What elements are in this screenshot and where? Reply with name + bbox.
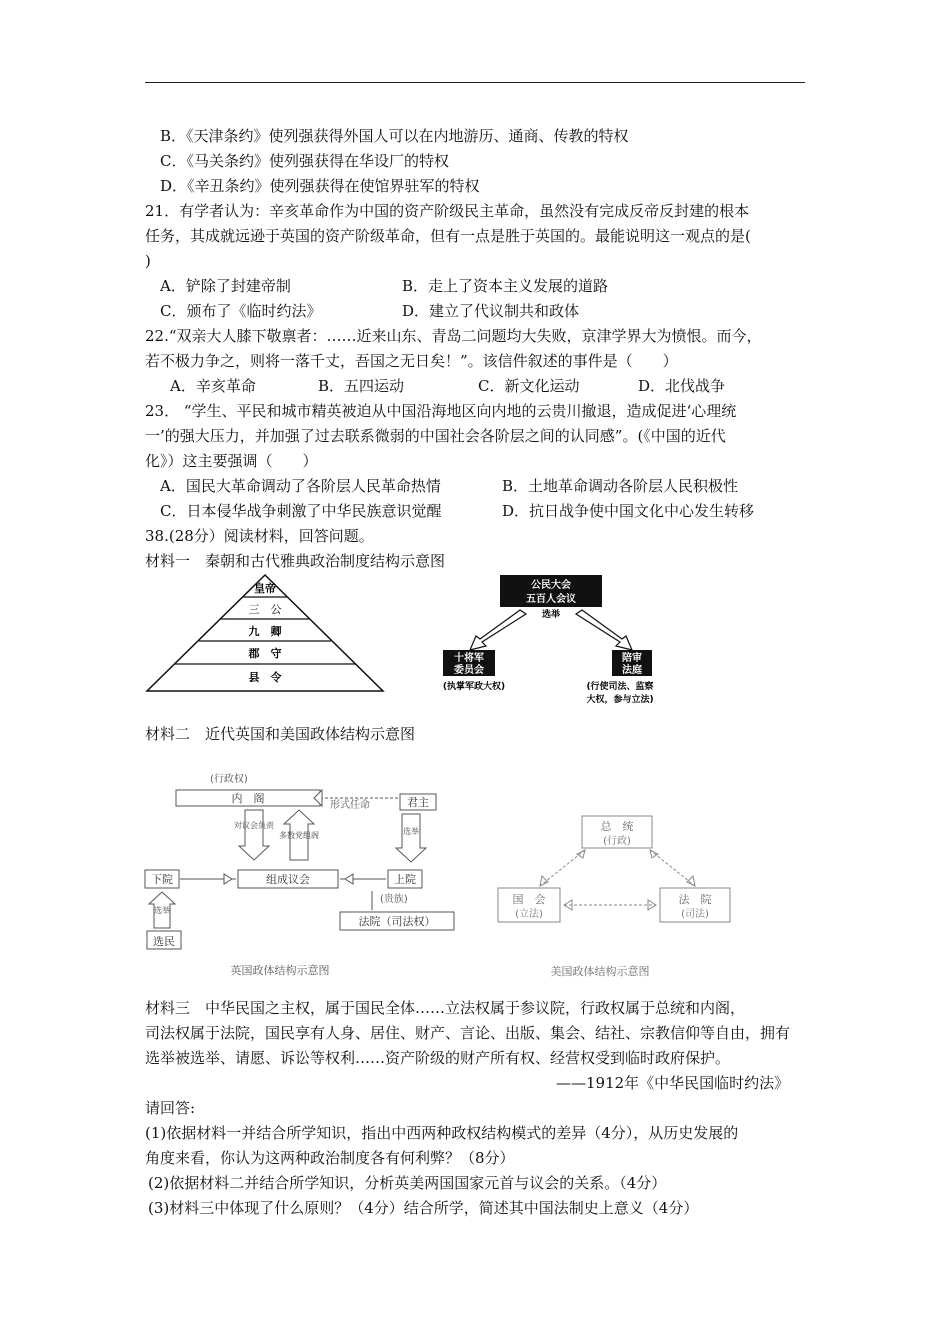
q21-stem-line2: 任务，其成就远逊于英国的资产阶级革命，但有一点是胜于英国的。最能说明这一观点的是( (145, 227, 751, 245)
pyramid-level-governors: 郡 守 (248, 647, 282, 660)
uk-majority-label: 多数党组阁 (279, 831, 319, 840)
uk-court: 法院（司法权） (358, 915, 436, 928)
uk-upper-house: 上院 (394, 873, 416, 886)
uk-formal-appointment: 形式任命 (330, 800, 370, 811)
us-caption: 美国政体结构示意图 (550, 965, 650, 978)
answer-prompt: 请回答: (145, 1099, 196, 1117)
us-government-diagram (490, 810, 750, 980)
q23-option-d: D．抗日战争使中国文化中心发生转移 (502, 502, 755, 520)
athens-elect-label: 选举 (541, 610, 561, 620)
qin-pyramid-diagram (145, 573, 385, 693)
uk-nobles: (贵族) (380, 894, 408, 905)
q21-option-c: C．颁布了《临时约法》 (160, 302, 322, 320)
athens-council-500: 五百人会议 (526, 594, 576, 605)
us-president-sub: (行政) (603, 836, 631, 847)
pyramid-level-emperor: 皇帝 (254, 582, 276, 595)
q23-option-c: C．日本侵华战争刺激了中华民族意识觉醒 (160, 502, 442, 520)
q22-stem-line2: 若不极力争之，则将一落千丈，吾国之无日矣！”。该信件叙述的事件是（ ） (145, 352, 678, 370)
uk-exec-label: (行政权) (210, 774, 248, 785)
athens-court-note1: (行使司法、监察 (586, 682, 654, 692)
uk-parliament: 组成议会 (266, 873, 310, 886)
subquestion-1-line2: 角度来看，你认为这两种政治制度各有何利弊？（8分） (145, 1149, 515, 1167)
athens-strategoi-line2: 委员会 (454, 665, 484, 676)
pyramid-level-nine-ministers: 九 卿 (248, 625, 282, 638)
subquestion-3: (3)材料三中体现了什么原则？（4分）结合所学，简述其中国法制史上意义（4分） (148, 1199, 699, 1217)
arrow-right-icon (576, 610, 632, 650)
material3-line3: 选举被选举、请愿、诉讼等权利……资产阶级的财产所有权、经营权受到临时政府保护。 (145, 1049, 731, 1067)
uk-government-diagram (140, 768, 470, 980)
q20-option-d: D．《辛丑条约》使列强获得在使馆界驻军的特权 (160, 177, 480, 195)
header-rule (145, 82, 805, 83)
athens-assembly: 公民大会 (531, 580, 571, 591)
athens-court-line2: 法庭 (622, 665, 642, 676)
q23-option-a: A．国民大革命调动了各阶层人民革命热情 (160, 477, 441, 495)
subquestion-2: (2)依据材料二并结合所学知识，分析英美两国国家元首与议会的关系。（4分） (148, 1174, 667, 1192)
q21-stem-line1: 21．有学者认为：辛亥革命作为中国的资产阶级民主革命，虽然没有完成反帝反封建的根本 (145, 202, 750, 220)
us-president: 总 统 (600, 820, 634, 833)
q22-option-a: A．辛亥革命 (170, 377, 256, 395)
material3-line2: 司法权属于法院，国民享有人身、居住、财产、言论、出版、集会、结社、宗教信仰等自由，拥有 (145, 1024, 791, 1042)
q22-option-c: C．新文化运动 (478, 377, 580, 395)
q38-stem: 38.(28分）阅读材料，回答问题。 (145, 527, 374, 545)
uk-elect-label: 选举 (403, 827, 419, 836)
us-congress-sub: (立法) (515, 909, 543, 920)
us-court: 法 院 (678, 893, 712, 906)
us-congress: 国 会 (512, 893, 546, 906)
pyramid-level-magistrates: 县 令 (248, 671, 282, 684)
q20-option-b: B．《天津条约》使列强获得外国人可以在内地游历、通商、传教的特权 (160, 127, 629, 145)
uk-responsible-label: 对议会负责 (234, 821, 274, 830)
q23-option-b: B．土地革命调动各阶层人民积极性 (502, 477, 739, 495)
pyramid-level-three-dukes: 三 公 (248, 603, 282, 616)
uk-monarch: 君主 (407, 796, 429, 809)
athens-court-note2: 大权，参与立法) (586, 695, 654, 705)
athens-structure-diagram (440, 572, 680, 707)
material1-title: 材料一 秦朝和古代雅典政治制度结构示意图 (145, 552, 446, 570)
athens-strategoi-line1: 十将军 (454, 653, 484, 664)
uk-caption: 英国政体结构示意图 (230, 964, 330, 977)
arrow-left-icon (470, 610, 526, 650)
uk-voters: 选民 (153, 935, 175, 948)
q22-option-d: D．北伐战争 (638, 377, 726, 395)
athens-strategoi-note: (执掌军政大权) (442, 682, 506, 692)
q23-stem-line2: 一’的强大压力，并加强了过去联系微弱的中国社会各阶层之间的认同感”。(《中国的近代 (145, 427, 726, 445)
uk-voter-elect-label: 选举 (154, 906, 170, 915)
q21-option-d: D．建立了代议制共和政体 (402, 302, 580, 320)
q21-option-a: A．铲除了封建帝制 (160, 277, 291, 295)
material3-line1: 材料三 中华民国之主权，属于国民全体……立法权属于参议院，行政权属于总统和内阁， (145, 999, 746, 1017)
q22-option-b: B．五四运动 (318, 377, 405, 395)
us-court-sub: (司法) (681, 909, 709, 920)
q23-stem-line3: 化》）这主要强调（ ） (145, 452, 318, 470)
q21-option-b: B．走上了资本主义发展的道路 (402, 277, 609, 295)
uk-lower-house: 下院 (151, 873, 173, 886)
athens-court-line1: 陪审 (622, 653, 642, 664)
q20-option-c: C．《马关条约》使列强获得在华设厂的特权 (160, 152, 449, 170)
material2-title: 材料二 近代英国和美国政体结构示意图 (145, 725, 416, 743)
material3-source: ——1912年《中华民国临时约法》 (556, 1074, 790, 1092)
q23-stem-line1: 23． “学生、平民和城市精英被迫从中国沿海地区向内地的云贵川撤退，造成促进‘心理统 (145, 402, 737, 420)
subquestion-1-line1: (1)依据材料一并结合所学知识，指出中西两种政权结构模式的差异（4分），从历史发展的 (145, 1124, 739, 1142)
uk-cabinet: 内 阁 (231, 792, 265, 805)
q22-stem-line1: 22.“双亲大人膝下敬禀者：……近来山东、青岛二问题均大失败，京津学界大为愤恨。而今， (145, 327, 762, 345)
q21-stem-line3: ) (145, 252, 151, 270)
